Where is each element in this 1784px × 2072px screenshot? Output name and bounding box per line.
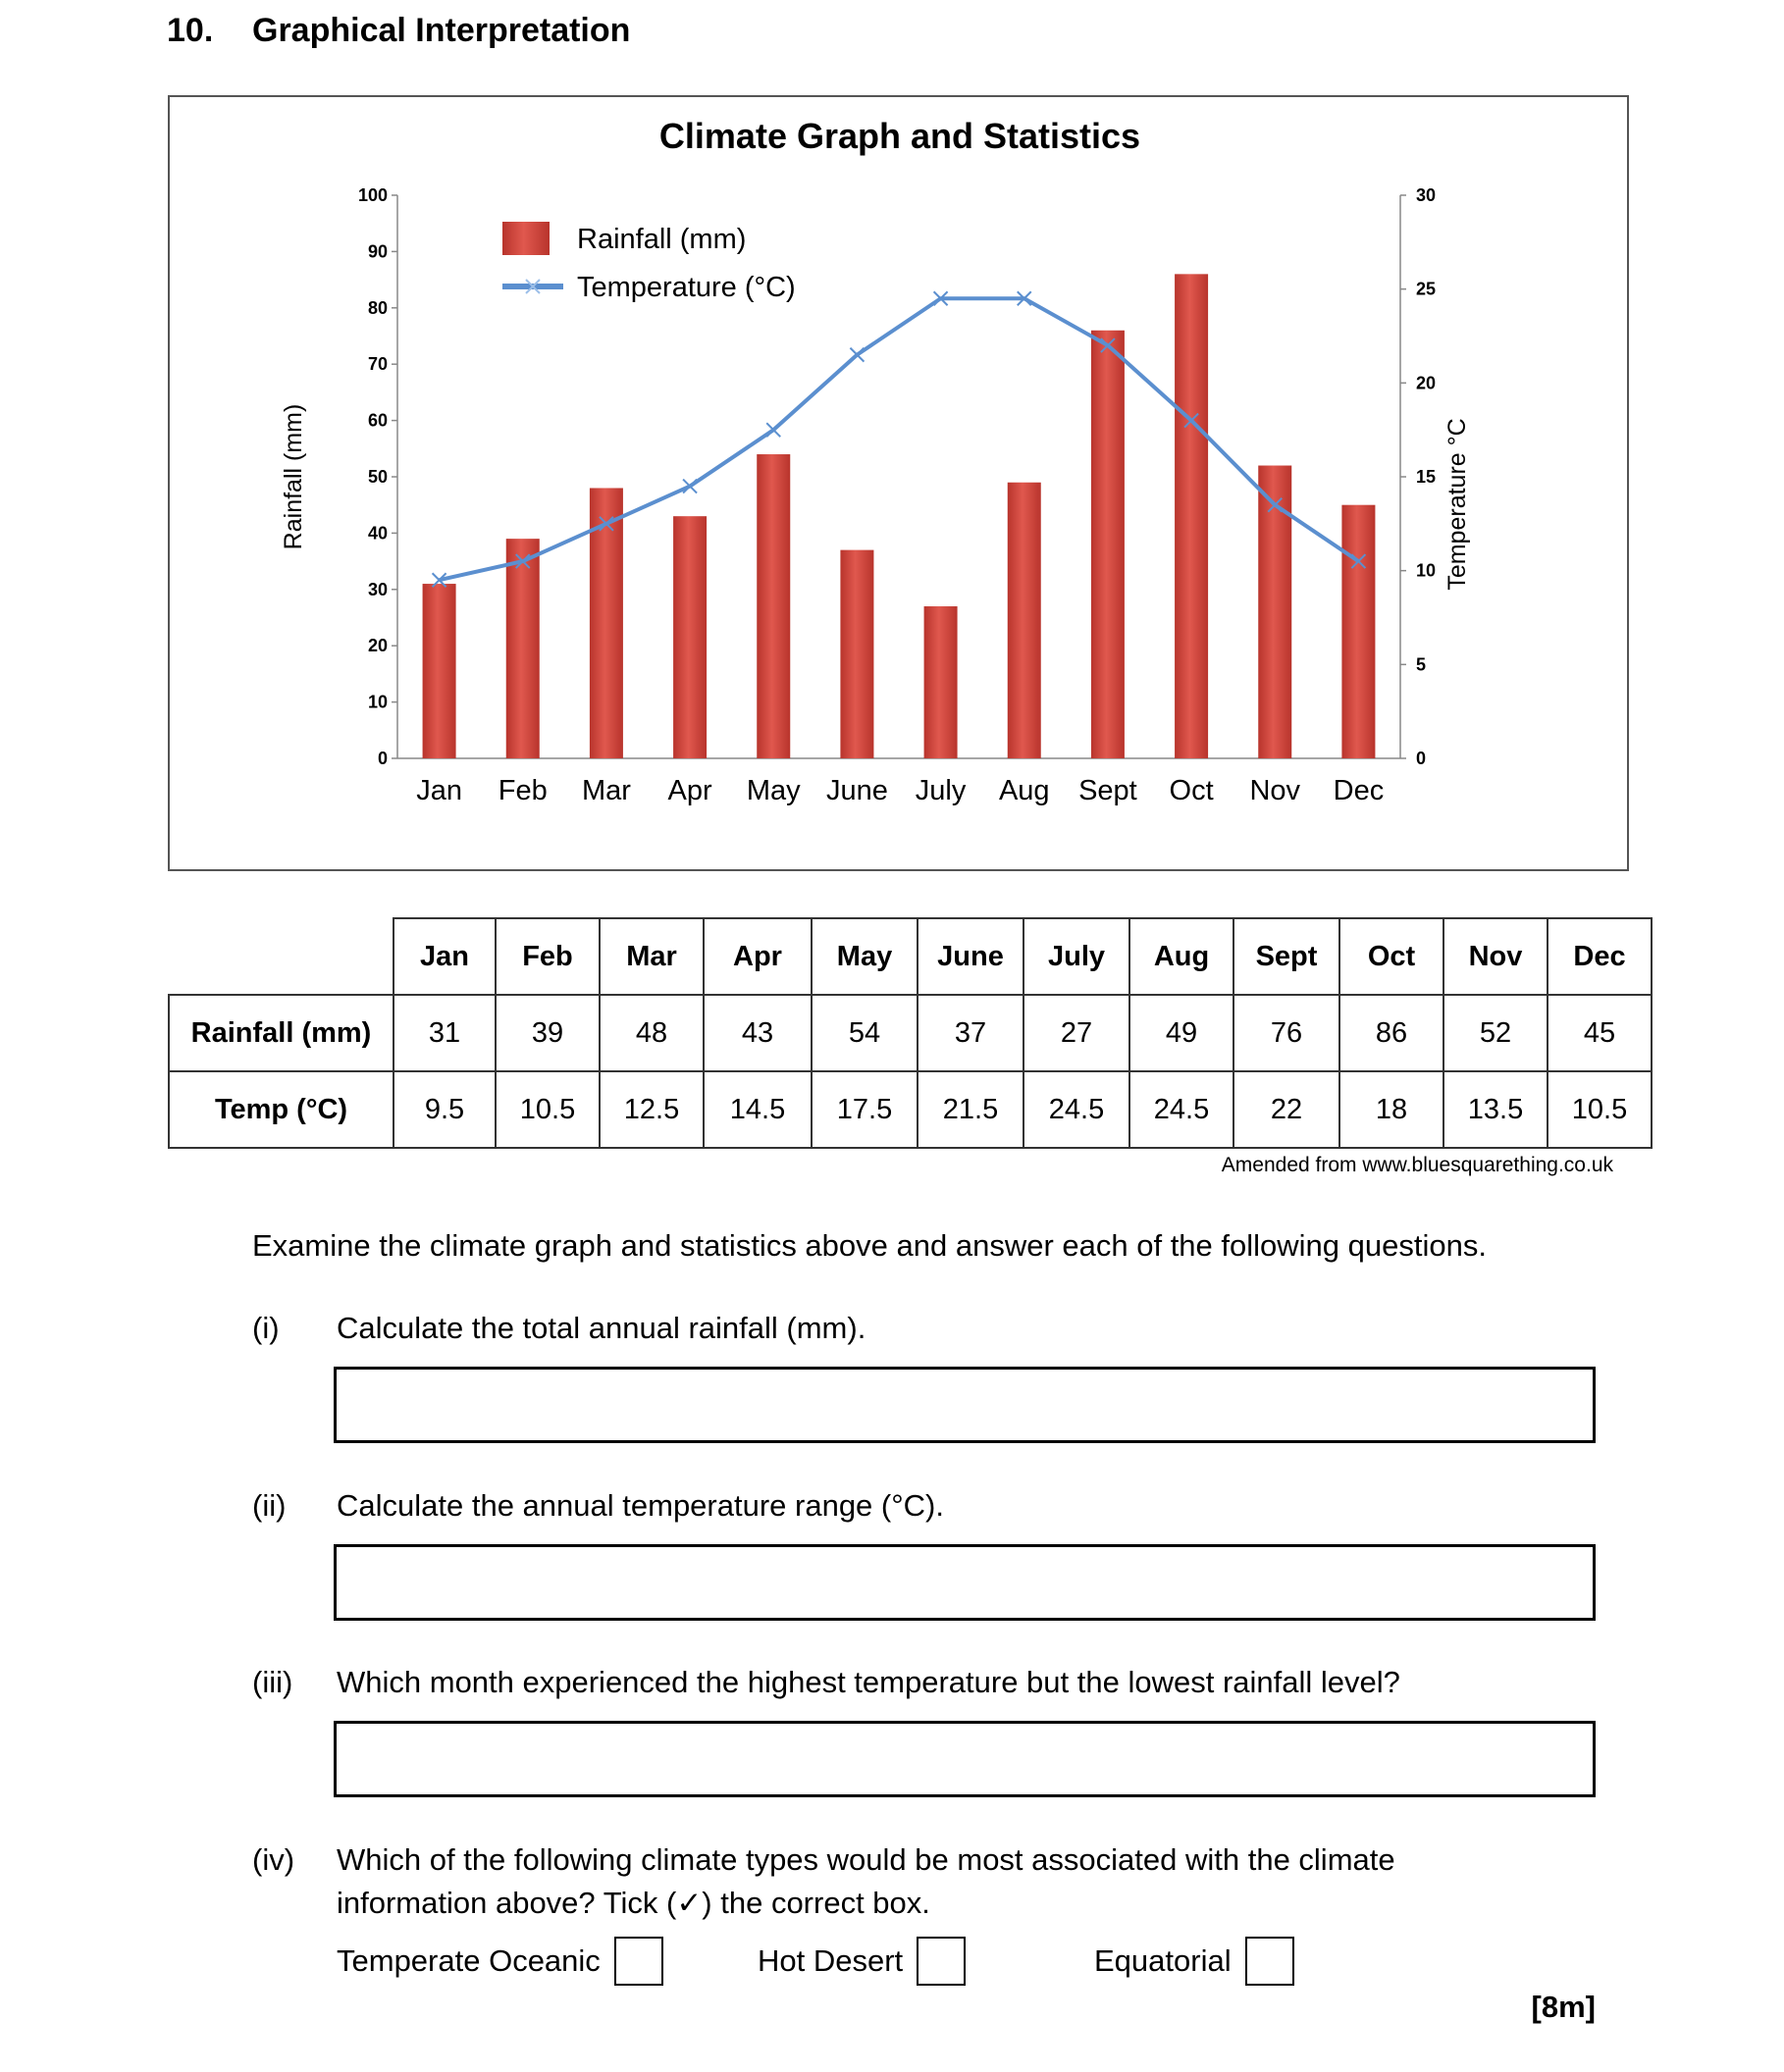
table-cell: 45 bbox=[1548, 995, 1652, 1071]
temperature-point bbox=[850, 348, 864, 362]
question-ii bbox=[252, 1484, 944, 1528]
table-header-dec: Dec bbox=[1548, 918, 1652, 995]
option-temperate-oceanic-checkbox[interactable] bbox=[614, 1937, 663, 1986]
climate-type-options bbox=[337, 1937, 1367, 1990]
chart-title: Climate Graph and Statistics bbox=[658, 116, 1141, 156]
table-header-june: June bbox=[918, 918, 1023, 995]
rainfall-bar bbox=[673, 516, 707, 758]
option-temperate-oceanic-label: Temperate Oceanic bbox=[337, 1943, 601, 1978]
month-label: May bbox=[746, 775, 801, 806]
right-axis-title: Temperature °C bbox=[1443, 418, 1471, 591]
month-label: Oct bbox=[1169, 775, 1214, 806]
option-hot-desert-checkbox[interactable] bbox=[917, 1937, 966, 1986]
rainfall-bar bbox=[1091, 331, 1125, 758]
rainfall-bar bbox=[1258, 466, 1291, 758]
climate-chart bbox=[168, 95, 1629, 871]
left-tick-label: 80 bbox=[367, 297, 388, 318]
question-i-text: Calculate the total annual rainfall (mm). bbox=[337, 1311, 866, 1345]
left-tick-label: 10 bbox=[367, 692, 388, 712]
answer-box-iii[interactable] bbox=[334, 1721, 1596, 1797]
table-header-aug: Aug bbox=[1129, 918, 1233, 995]
rainfall-bar bbox=[423, 584, 456, 758]
rainfall-bar bbox=[1175, 274, 1208, 758]
table-cell: 43 bbox=[704, 995, 812, 1071]
month-label: Nov bbox=[1249, 775, 1301, 806]
source-credit: Amended from www.bluesquarething.co.uk bbox=[1221, 1154, 1613, 1176]
right-tick-label: 5 bbox=[1416, 654, 1427, 675]
chart-canvas bbox=[170, 97, 1631, 873]
table-header-feb: Feb bbox=[496, 918, 600, 995]
table-cell: 27 bbox=[1023, 995, 1129, 1071]
table-cell: 10.5 bbox=[496, 1071, 600, 1148]
legend-rainfall-label: Rainfall (mm) bbox=[577, 224, 747, 255]
right-tick-label: 0 bbox=[1416, 749, 1427, 768]
left-tick-label: 30 bbox=[367, 579, 388, 599]
left-tick-label: 90 bbox=[367, 241, 388, 262]
table-cell: 24.5 bbox=[1129, 1071, 1233, 1148]
question-iv-text: Which of the following climate types would be most associated with the climate information above? Tick (✓) the correct box. bbox=[337, 1842, 1395, 1920]
month-label: Aug bbox=[998, 775, 1050, 806]
question-i-number: (i) bbox=[252, 1311, 280, 1345]
question-number: 10. bbox=[167, 12, 214, 49]
table-cell: 49 bbox=[1129, 995, 1233, 1071]
month-label: June bbox=[825, 775, 888, 806]
answer-box-i[interactable] bbox=[334, 1367, 1596, 1443]
table-cell: 52 bbox=[1443, 995, 1548, 1071]
option-temperate-oceanic bbox=[337, 1937, 663, 1986]
table-header-sept: Sept bbox=[1233, 918, 1339, 995]
instructions: Examine the climate graph and statistics above and answer each of the following questions. bbox=[252, 1228, 1487, 1263]
table-cell: 18 bbox=[1339, 1071, 1443, 1148]
table-cell: 21.5 bbox=[918, 1071, 1023, 1148]
rainfall-bar bbox=[1008, 483, 1041, 758]
rainfall-bar bbox=[757, 454, 790, 758]
month-label: July bbox=[915, 775, 967, 806]
marks-total: [8m] bbox=[1531, 1990, 1596, 2024]
row-label-temperature: Temp (°C) bbox=[169, 1071, 394, 1148]
question-iii-text: Which month experienced the highest temperature but the lowest rainfall level? bbox=[337, 1665, 1400, 1699]
option-equatorial-checkbox[interactable] bbox=[1245, 1937, 1294, 1986]
left-tick-label: 50 bbox=[367, 467, 388, 487]
month-label: Sept bbox=[1078, 775, 1137, 806]
table-cell: 39 bbox=[496, 995, 600, 1071]
right-tick-label: 20 bbox=[1416, 373, 1437, 393]
right-tick-label: 10 bbox=[1416, 560, 1437, 581]
right-tick-label: 15 bbox=[1416, 467, 1437, 487]
table-row-temperature bbox=[169, 1071, 1652, 1148]
left-tick-label: 20 bbox=[367, 636, 388, 656]
month-label: Jan bbox=[416, 775, 462, 806]
question-title: Graphical Interpretation bbox=[252, 12, 631, 49]
table-cell: 48 bbox=[600, 995, 704, 1071]
table-header-may: May bbox=[812, 918, 918, 995]
left-tick-label: 100 bbox=[357, 185, 388, 205]
question-i bbox=[252, 1307, 866, 1350]
table-cell: 12.5 bbox=[600, 1071, 704, 1148]
table-header-oct: Oct bbox=[1339, 918, 1443, 995]
table-header-row bbox=[169, 918, 1652, 995]
question-iv bbox=[252, 1839, 1395, 1920]
table-cell: 13.5 bbox=[1443, 1071, 1548, 1148]
rainfall-bar bbox=[924, 606, 958, 758]
temperature-line bbox=[440, 298, 1359, 580]
left-axis-title: Rainfall (mm) bbox=[280, 403, 307, 550]
legend-rainfall-swatch bbox=[502, 222, 550, 255]
table-header-nov: Nov bbox=[1443, 918, 1548, 995]
table-cell: 24.5 bbox=[1023, 1071, 1129, 1148]
table-cell: 22 bbox=[1233, 1071, 1339, 1148]
month-label: Mar bbox=[581, 775, 631, 806]
question-iv-number: (iv) bbox=[252, 1842, 295, 1877]
right-tick-label: 30 bbox=[1416, 185, 1437, 205]
temperature-point bbox=[766, 423, 780, 437]
right-tick-label: 25 bbox=[1416, 279, 1437, 299]
table-header-mar: Mar bbox=[600, 918, 704, 995]
month-label: Apr bbox=[667, 775, 712, 806]
table-cell: 10.5 bbox=[1548, 1071, 1652, 1148]
table-header-jan: Jan bbox=[394, 918, 496, 995]
table-cell: 14.5 bbox=[704, 1071, 812, 1148]
left-tick-label: 60 bbox=[367, 410, 388, 431]
table-header-july: July bbox=[1023, 918, 1129, 995]
option-hot-desert bbox=[758, 1937, 966, 1986]
question-ii-number: (ii) bbox=[252, 1488, 287, 1523]
legend-temperature-label: Temperature (°C) bbox=[577, 272, 796, 303]
table-cell: 17.5 bbox=[812, 1071, 918, 1148]
answer-box-ii[interactable] bbox=[334, 1544, 1596, 1621]
question-iii bbox=[252, 1661, 1400, 1704]
row-label-rainfall: Rainfall (mm) bbox=[169, 995, 394, 1071]
left-tick-label: 40 bbox=[367, 523, 388, 544]
table-corner bbox=[169, 918, 394, 995]
table-cell: 9.5 bbox=[394, 1071, 496, 1148]
month-label: Feb bbox=[498, 775, 548, 806]
rainfall-bar bbox=[506, 539, 540, 758]
month-label: Dec bbox=[1333, 775, 1385, 806]
question-heading bbox=[167, 12, 630, 50]
table-cell: 54 bbox=[812, 995, 918, 1071]
rainfall-bar bbox=[1341, 505, 1375, 758]
option-equatorial bbox=[1094, 1937, 1294, 1986]
table-cell: 31 bbox=[394, 995, 496, 1071]
table-row-rainfall bbox=[169, 995, 1652, 1071]
rainfall-bar bbox=[840, 550, 873, 758]
left-tick-label: 0 bbox=[377, 749, 388, 768]
left-tick-label: 70 bbox=[367, 354, 388, 375]
option-hot-desert-label: Hot Desert bbox=[758, 1943, 904, 1978]
climate-statistics-table bbox=[168, 917, 1653, 1149]
option-equatorial-label: Equatorial bbox=[1094, 1943, 1232, 1978]
temperature-point bbox=[683, 480, 697, 493]
table-cell: 37 bbox=[918, 995, 1023, 1071]
table-cell: 76 bbox=[1233, 995, 1339, 1071]
question-iii-number: (iii) bbox=[252, 1665, 293, 1699]
table-header-apr: Apr bbox=[704, 918, 812, 995]
table-cell: 86 bbox=[1339, 995, 1443, 1071]
question-ii-text: Calculate the annual temperature range (°C). bbox=[337, 1488, 944, 1523]
